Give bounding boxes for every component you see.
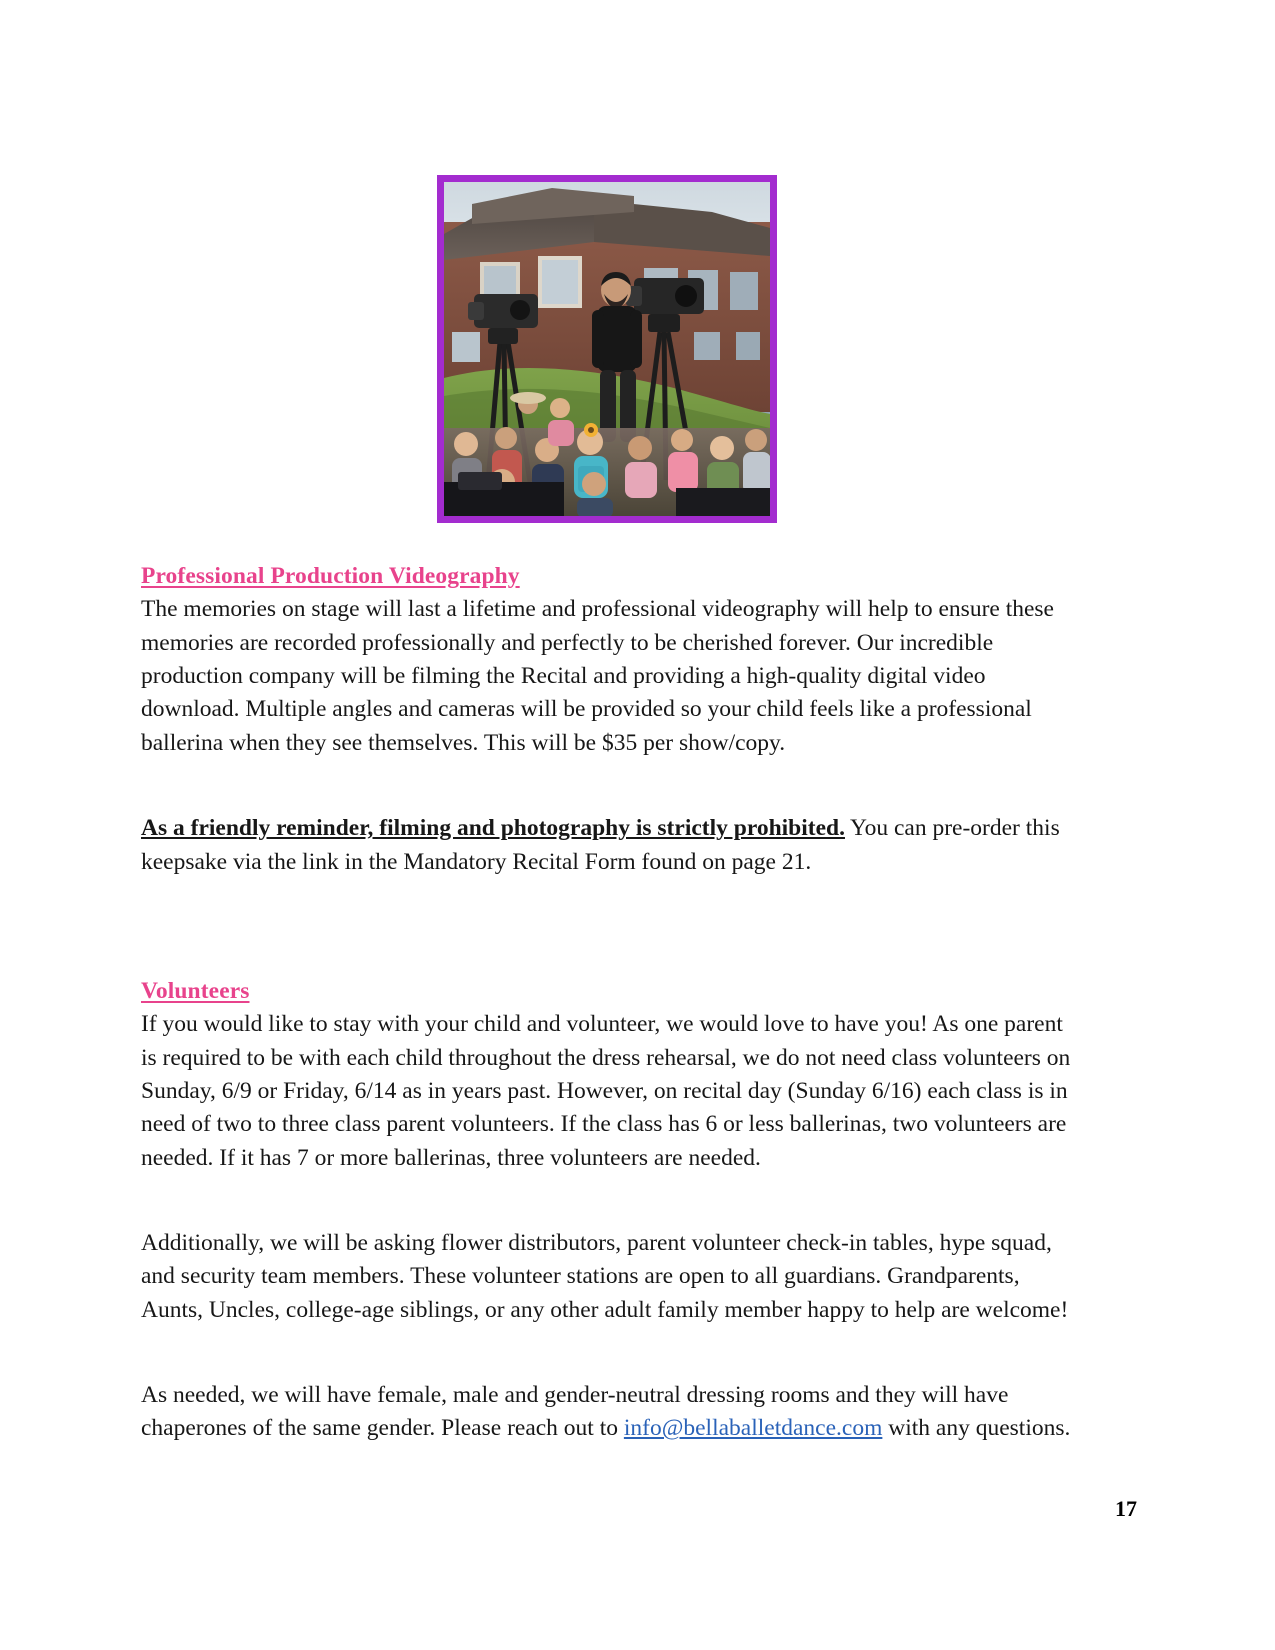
paragraph-spacer [141,1327,1076,1379]
filming-prohibited-emphasis: As a friendly reminder, filming and photography is strictly prohibited. [141,815,845,842]
paragraph-volunteer-stations [141,1227,1076,1327]
paragraph-dressing-rooms [141,1379,1076,1446]
heading-volunteers: Volunteers [141,977,250,1004]
dressing-rooms-tail: with any questions. [882,1415,1071,1442]
section-spacer [141,879,1076,975]
videography-photo-frame [437,175,777,523]
filming-prohibited-rest: You can pre-order this keepsake via the link in the Mandatory Recital Form found on page 21. [141,815,1060,875]
paragraph-spacer [141,760,1076,812]
paragraph-filming-prohibited [141,812,1076,879]
paragraph-text: Additionally, we will be asking flower distributors, parent volunteer check-in tables, hype squad, and security team members. These volunteer stations are open to all guardians. Grandparents, Aunts, Uncles, college-age siblings, or any other adult family member happy to help are welcome! [141,1230,1069,1323]
paragraph-text: The memories on stage will last a lifetime and professional videography will help to ensure these memories are recorded professionally and perfectly to be cherished forever. Our incredible production company will be filming the Recital and providing a high-quality digital video download. Multiple angles and cameras will be provided so your child feels like a professional ballerina when they see themselves. This will be $35 per show/copy. [141,596,1054,756]
heading-professional-production-videography: Professional Production Videography [141,563,520,589]
paragraph-text: If you would like to stay with your child and volunteer, we would love to have you! As one parent is required to be with each child throughout the dress rehearsal, we do not need class volunteers on Sunday, 6/9 or Friday, 6/14 as in years past. However, on recital day (Sunday 6/16) each class is in need of two to three class parent volunteers. If the class has 6 or less ballerinas, two volunteers are needed. If it has 7 or more ballerinas, three volunteers are needed. [141,1011,1071,1171]
paragraph-videography-intro [141,593,1076,760]
contact-email-link[interactable]: info@bellaballetdance.com [623,1415,883,1442]
paragraph-spacer [141,1175,1076,1227]
dressing-rooms-lead: As needed, we will have female, male and gender-neutral dressing rooms and they will have chaperones of the same gender. Please reach out to [141,1382,1009,1442]
page-number: 17 [1115,1496,1137,1521]
document-body [141,560,1076,1446]
videography-photo [444,182,770,516]
paragraph-volunteers-intro [141,1008,1076,1175]
